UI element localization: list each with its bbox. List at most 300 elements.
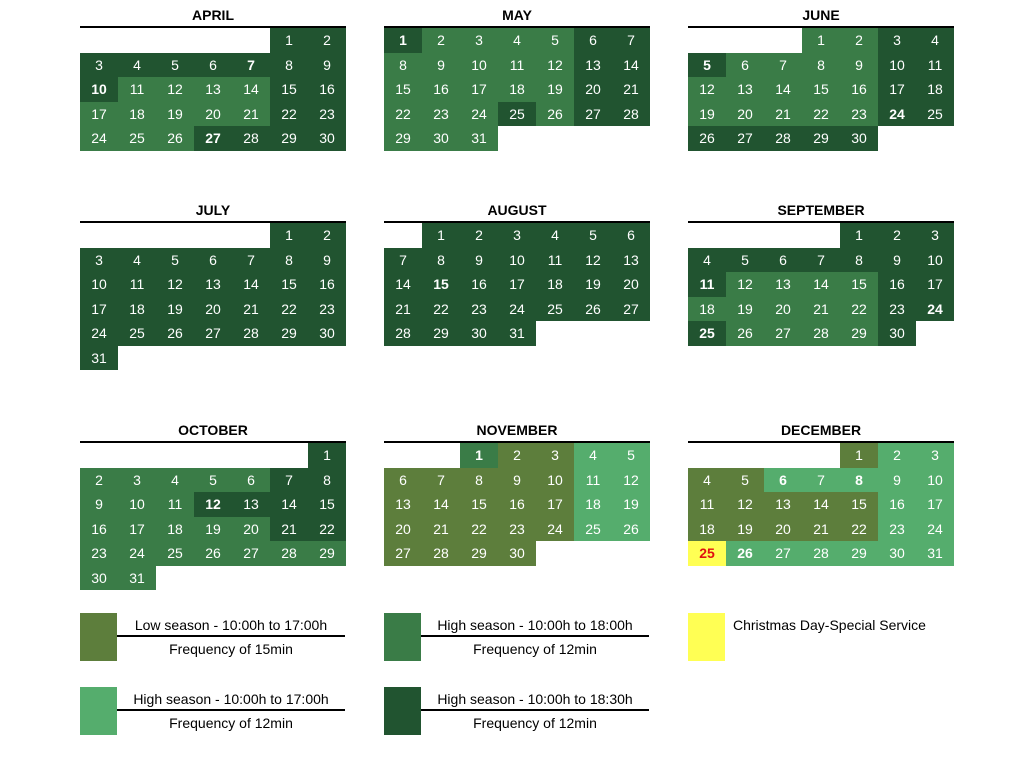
month-grid — [80, 223, 346, 370]
day-cell: 9 — [80, 492, 118, 517]
day-cell: 1 — [460, 443, 498, 468]
day-cell: 23 — [878, 297, 916, 322]
day-cell: 4 — [574, 443, 612, 468]
day-cell: 6 — [764, 468, 802, 493]
month-december — [688, 419, 954, 566]
month-grid — [80, 443, 346, 590]
day-cell: 18 — [118, 297, 156, 322]
day-cell: 11 — [156, 492, 194, 517]
day-cell: 23 — [460, 297, 498, 322]
legend-swatch-high-season-18 — [384, 613, 421, 661]
day-cell: 20 — [612, 272, 650, 297]
day-cell: 1 — [840, 223, 878, 248]
month-title: AUGUST — [384, 199, 650, 223]
empty-cell — [232, 28, 270, 53]
legend-high-season-1830-hours: High season - 10:00h to 18:30h — [421, 687, 649, 711]
day-cell: 6 — [764, 248, 802, 273]
day-cell: 20 — [574, 77, 612, 102]
day-cell: 4 — [498, 28, 536, 53]
day-cell: 20 — [384, 517, 422, 542]
day-cell: 19 — [726, 517, 764, 542]
day-cell: 24 — [536, 517, 574, 542]
day-cell: 9 — [840, 53, 878, 78]
day-cell: 6 — [384, 468, 422, 493]
day-cell: 30 — [878, 321, 916, 346]
day-cell: 15 — [422, 272, 460, 297]
day-cell: 2 — [498, 443, 536, 468]
month-september — [688, 199, 954, 346]
day-cell: 29 — [840, 321, 878, 346]
day-cell: 4 — [118, 53, 156, 78]
day-cell: 7 — [384, 248, 422, 273]
day-cell: 18 — [574, 492, 612, 517]
day-cell: 27 — [764, 541, 802, 566]
day-cell: 1 — [270, 28, 308, 53]
day-cell: 22 — [270, 102, 308, 127]
day-cell: 7 — [232, 248, 270, 273]
empty-cell — [194, 223, 232, 248]
day-cell: 11 — [916, 53, 954, 78]
month-title: JUNE — [688, 4, 954, 28]
day-cell: 20 — [194, 297, 232, 322]
month-grid — [688, 223, 954, 346]
month-title: DECEMBER — [688, 419, 954, 443]
day-cell: 29 — [460, 541, 498, 566]
day-cell: 12 — [194, 492, 232, 517]
day-cell: 21 — [764, 102, 802, 127]
day-cell: 15 — [384, 77, 422, 102]
empty-cell — [422, 443, 460, 468]
legend-christmas-label: Christmas Day-Special Service — [733, 617, 926, 633]
day-cell: 15 — [460, 492, 498, 517]
month-august — [384, 199, 650, 346]
day-cell: 6 — [232, 468, 270, 493]
day-cell: 31 — [498, 321, 536, 346]
day-cell: 5 — [612, 443, 650, 468]
day-cell: 29 — [422, 321, 460, 346]
day-cell: 15 — [270, 272, 308, 297]
empty-cell — [156, 443, 194, 468]
day-cell: 19 — [688, 102, 726, 127]
empty-cell — [688, 223, 726, 248]
day-cell: 9 — [878, 248, 916, 273]
day-cell: 15 — [270, 77, 308, 102]
empty-cell — [384, 443, 422, 468]
day-cell: 3 — [460, 28, 498, 53]
day-cell: 5 — [726, 248, 764, 273]
day-cell: 15 — [802, 77, 840, 102]
day-cell: 3 — [80, 53, 118, 78]
day-cell: 4 — [916, 28, 954, 53]
day-cell: 11 — [688, 492, 726, 517]
day-cell: 14 — [232, 272, 270, 297]
day-cell: 13 — [194, 272, 232, 297]
day-cell: 18 — [916, 77, 954, 102]
day-cell: 12 — [726, 272, 764, 297]
day-cell: 23 — [878, 517, 916, 542]
empty-cell — [80, 443, 118, 468]
legend-high-season-18-frequency: Frequency of 12min — [473, 641, 597, 657]
month-grid — [384, 223, 650, 346]
month-grid — [384, 28, 650, 151]
day-cell: 3 — [916, 443, 954, 468]
empty-cell — [232, 443, 270, 468]
day-cell: 30 — [878, 541, 916, 566]
day-cell: 21 — [232, 297, 270, 322]
day-cell: 18 — [536, 272, 574, 297]
day-cell: 30 — [80, 566, 118, 591]
day-cell: 24 — [118, 541, 156, 566]
month-title: NOVEMBER — [384, 419, 650, 443]
day-cell: 8 — [270, 53, 308, 78]
day-cell: 19 — [536, 77, 574, 102]
day-cell: 10 — [878, 53, 916, 78]
day-cell: 29 — [384, 126, 422, 151]
day-cell: 28 — [802, 321, 840, 346]
empty-cell — [118, 443, 156, 468]
day-cell: 21 — [232, 102, 270, 127]
day-cell: 23 — [80, 541, 118, 566]
day-cell: 16 — [80, 517, 118, 542]
day-cell: 16 — [422, 77, 460, 102]
day-cell: 10 — [916, 468, 954, 493]
empty-cell — [80, 28, 118, 53]
day-cell: 19 — [726, 297, 764, 322]
day-cell: 28 — [232, 321, 270, 346]
day-cell: 20 — [726, 102, 764, 127]
day-cell: 8 — [802, 53, 840, 78]
month-may — [384, 4, 650, 151]
day-cell: 13 — [612, 248, 650, 273]
month-grid — [688, 28, 954, 151]
day-cell: 1 — [802, 28, 840, 53]
day-cell: 12 — [156, 272, 194, 297]
day-cell: 5 — [726, 468, 764, 493]
day-cell: 13 — [726, 77, 764, 102]
legend-high-season-17-frequency: Frequency of 12min — [169, 715, 293, 731]
day-cell: 22 — [384, 102, 422, 127]
day-cell: 28 — [612, 102, 650, 127]
day-cell: 29 — [270, 126, 308, 151]
day-cell: 2 — [308, 223, 346, 248]
day-cell: 10 — [916, 248, 954, 273]
day-cell: 22 — [460, 517, 498, 542]
day-cell: 22 — [270, 297, 308, 322]
empty-cell — [764, 223, 802, 248]
day-cell: 2 — [840, 28, 878, 53]
day-cell: 30 — [422, 126, 460, 151]
day-cell: 17 — [80, 297, 118, 322]
day-cell: 14 — [270, 492, 308, 517]
day-cell: 30 — [498, 541, 536, 566]
day-cell: 19 — [574, 272, 612, 297]
day-cell: 4 — [156, 468, 194, 493]
day-cell: 26 — [612, 517, 650, 542]
day-cell: 7 — [802, 468, 840, 493]
legend-high-season-1830-frequency: Frequency of 12min — [473, 715, 597, 731]
day-cell: 21 — [612, 77, 650, 102]
month-title: APRIL — [80, 4, 346, 28]
empty-cell — [232, 223, 270, 248]
legend-high-season-17-hours: High season - 10:00h to 17:00h — [117, 687, 345, 711]
day-cell: 5 — [688, 53, 726, 78]
day-cell: 16 — [878, 492, 916, 517]
day-cell: 31 — [80, 346, 118, 371]
day-cell: 20 — [232, 517, 270, 542]
empty-cell — [194, 443, 232, 468]
day-cell: 14 — [232, 77, 270, 102]
month-title: SEPTEMBER — [688, 199, 954, 223]
day-cell: 18 — [498, 77, 536, 102]
day-cell: 12 — [612, 468, 650, 493]
day-cell: 7 — [612, 28, 650, 53]
month-title: MAY — [384, 4, 650, 28]
day-cell: 1 — [840, 443, 878, 468]
day-cell: 26 — [536, 102, 574, 127]
day-cell: 10 — [118, 492, 156, 517]
day-cell: 27 — [574, 102, 612, 127]
day-cell: 19 — [156, 102, 194, 127]
day-cell: 10 — [80, 77, 118, 102]
day-cell: 30 — [460, 321, 498, 346]
day-cell: 20 — [194, 102, 232, 127]
day-cell: 25 — [118, 321, 156, 346]
legend-swatch-low-season — [80, 613, 117, 661]
day-cell: 25 — [688, 541, 726, 566]
day-cell: 26 — [156, 321, 194, 346]
day-cell: 23 — [840, 102, 878, 127]
day-cell: 14 — [384, 272, 422, 297]
day-cell: 16 — [308, 272, 346, 297]
day-cell: 17 — [80, 102, 118, 127]
day-cell: 24 — [80, 126, 118, 151]
day-cell: 22 — [802, 102, 840, 127]
day-cell: 15 — [308, 492, 346, 517]
day-cell: 26 — [726, 321, 764, 346]
day-cell: 17 — [460, 77, 498, 102]
day-cell: 11 — [118, 272, 156, 297]
day-cell: 2 — [308, 28, 346, 53]
day-cell: 19 — [612, 492, 650, 517]
day-cell: 26 — [688, 126, 726, 151]
day-cell: 1 — [422, 223, 460, 248]
day-cell: 8 — [840, 248, 878, 273]
day-cell: 25 — [156, 541, 194, 566]
day-cell: 7 — [422, 468, 460, 493]
day-cell: 4 — [118, 248, 156, 273]
day-cell: 24 — [916, 297, 954, 322]
day-cell: 8 — [270, 248, 308, 273]
day-cell: 11 — [688, 272, 726, 297]
day-cell: 3 — [118, 468, 156, 493]
day-cell: 5 — [156, 53, 194, 78]
day-cell: 16 — [498, 492, 536, 517]
day-cell: 19 — [194, 517, 232, 542]
day-cell: 29 — [840, 541, 878, 566]
day-cell: 27 — [764, 321, 802, 346]
day-cell: 10 — [498, 248, 536, 273]
empty-cell — [688, 443, 726, 468]
day-cell: 31 — [118, 566, 156, 591]
day-cell: 25 — [498, 102, 536, 127]
month-june — [688, 4, 954, 151]
day-cell: 5 — [194, 468, 232, 493]
day-cell: 30 — [308, 321, 346, 346]
day-cell: 18 — [118, 102, 156, 127]
empty-cell — [802, 443, 840, 468]
day-cell: 19 — [156, 297, 194, 322]
day-cell: 28 — [764, 126, 802, 151]
day-cell: 3 — [498, 223, 536, 248]
day-cell: 27 — [194, 126, 232, 151]
legend-low-season-frequency: Frequency of 15min — [169, 641, 293, 657]
day-cell: 26 — [574, 297, 612, 322]
day-cell: 23 — [498, 517, 536, 542]
day-cell: 11 — [536, 248, 574, 273]
day-cell: 8 — [460, 468, 498, 493]
legend-swatch-christmas — [688, 613, 725, 661]
day-cell: 13 — [194, 77, 232, 102]
day-cell: 22 — [840, 297, 878, 322]
day-cell: 24 — [878, 102, 916, 127]
day-cell: 26 — [156, 126, 194, 151]
day-cell: 2 — [878, 223, 916, 248]
day-cell: 29 — [270, 321, 308, 346]
day-cell: 10 — [80, 272, 118, 297]
day-cell: 9 — [878, 468, 916, 493]
day-cell: 2 — [422, 28, 460, 53]
month-grid — [80, 28, 346, 151]
day-cell: 27 — [612, 297, 650, 322]
day-cell: 4 — [688, 468, 726, 493]
empty-cell — [118, 28, 156, 53]
day-cell: 11 — [498, 53, 536, 78]
day-cell: 28 — [422, 541, 460, 566]
day-cell: 13 — [574, 53, 612, 78]
day-cell: 4 — [536, 223, 574, 248]
day-cell: 17 — [118, 517, 156, 542]
day-cell: 3 — [916, 223, 954, 248]
day-cell: 10 — [460, 53, 498, 78]
day-cell: 6 — [726, 53, 764, 78]
day-cell: 12 — [574, 248, 612, 273]
day-cell: 6 — [194, 53, 232, 78]
day-cell: 2 — [460, 223, 498, 248]
day-cell: 15 — [840, 272, 878, 297]
day-cell: 30 — [840, 126, 878, 151]
month-november — [384, 419, 650, 566]
day-cell: 5 — [574, 223, 612, 248]
empty-cell — [764, 443, 802, 468]
day-cell: 28 — [384, 321, 422, 346]
day-cell: 21 — [384, 297, 422, 322]
empty-cell — [270, 443, 308, 468]
day-cell: 28 — [802, 541, 840, 566]
day-cell: 24 — [916, 517, 954, 542]
day-cell: 31 — [916, 541, 954, 566]
month-grid — [688, 443, 954, 566]
month-grid — [384, 443, 650, 566]
legend-low-season-hours: Low season - 10:00h to 17:00h — [117, 613, 345, 637]
day-cell: 23 — [308, 102, 346, 127]
day-cell: 6 — [194, 248, 232, 273]
day-cell: 21 — [802, 517, 840, 542]
day-cell: 7 — [764, 53, 802, 78]
day-cell: 17 — [536, 492, 574, 517]
day-cell: 25 — [118, 126, 156, 151]
day-cell: 24 — [498, 297, 536, 322]
day-cell: 22 — [422, 297, 460, 322]
day-cell: 25 — [916, 102, 954, 127]
day-cell: 9 — [308, 53, 346, 78]
day-cell: 30 — [308, 126, 346, 151]
day-cell: 26 — [194, 541, 232, 566]
day-cell: 24 — [80, 321, 118, 346]
day-cell: 29 — [308, 541, 346, 566]
day-cell: 24 — [460, 102, 498, 127]
day-cell: 29 — [802, 126, 840, 151]
empty-cell — [384, 223, 422, 248]
empty-cell — [688, 28, 726, 53]
day-cell: 13 — [764, 492, 802, 517]
day-cell: 3 — [536, 443, 574, 468]
day-cell: 7 — [270, 468, 308, 493]
empty-cell — [194, 28, 232, 53]
empty-cell — [802, 223, 840, 248]
day-cell: 2 — [878, 443, 916, 468]
day-cell: 9 — [498, 468, 536, 493]
day-cell: 27 — [232, 541, 270, 566]
day-cell: 14 — [802, 272, 840, 297]
legend-swatch-high-season-17 — [80, 687, 117, 735]
day-cell: 12 — [536, 53, 574, 78]
month-july — [80, 199, 346, 370]
day-cell: 18 — [688, 297, 726, 322]
day-cell: 9 — [460, 248, 498, 273]
empty-cell — [156, 28, 194, 53]
day-cell: 4 — [688, 248, 726, 273]
day-cell: 27 — [194, 321, 232, 346]
day-cell: 21 — [270, 517, 308, 542]
day-cell: 6 — [574, 28, 612, 53]
day-cell: 16 — [878, 272, 916, 297]
day-cell: 1 — [384, 28, 422, 53]
day-cell: 2 — [80, 468, 118, 493]
day-cell: 16 — [460, 272, 498, 297]
day-cell: 14 — [802, 492, 840, 517]
day-cell: 17 — [878, 77, 916, 102]
day-cell: 21 — [422, 517, 460, 542]
month-october — [80, 419, 346, 590]
day-cell: 9 — [308, 248, 346, 273]
day-cell: 10 — [536, 468, 574, 493]
month-title: OCTOBER — [80, 419, 346, 443]
month-april — [80, 4, 346, 151]
empty-cell — [118, 223, 156, 248]
day-cell: 14 — [764, 77, 802, 102]
day-cell: 6 — [612, 223, 650, 248]
day-cell: 3 — [878, 28, 916, 53]
day-cell: 18 — [156, 517, 194, 542]
day-cell: 22 — [308, 517, 346, 542]
day-cell: 7 — [802, 248, 840, 273]
day-cell: 18 — [688, 517, 726, 542]
day-cell: 27 — [726, 126, 764, 151]
day-cell: 17 — [916, 272, 954, 297]
day-cell: 8 — [840, 468, 878, 493]
day-cell: 8 — [384, 53, 422, 78]
month-title: JULY — [80, 199, 346, 223]
